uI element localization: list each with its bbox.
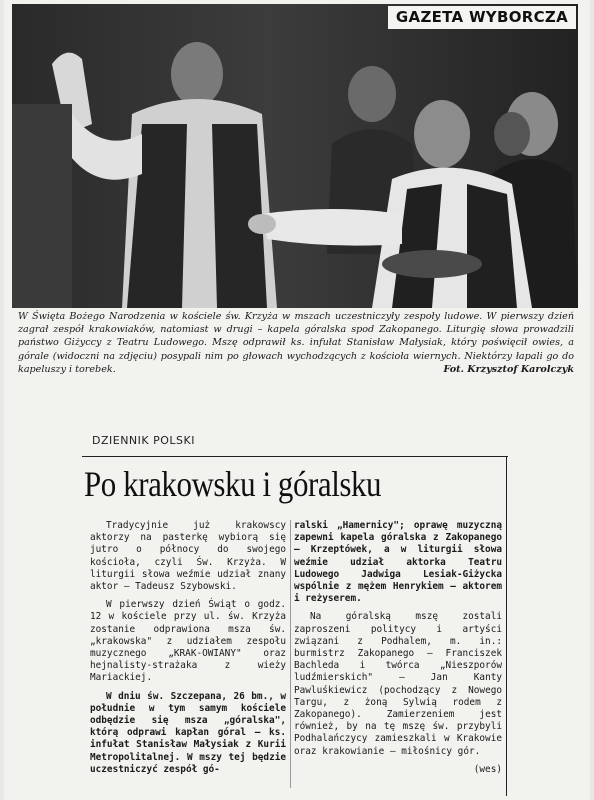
paragraph: ralski „Hamernicy"; oprawę muzyczną zapewni kapela góralska z Zakopanego — Krzeptówek, a w liturgii słowa weźmie udział aktorka Teatru Ludowego Jadwiga Lesiak-Giżycka wspólnie z mężem Henrykiem — aktorem i reżyserem. xyxy=(294,520,502,605)
author-signature: (wes) xyxy=(473,763,502,775)
article-column-1 xyxy=(90,520,286,782)
caption-text: W Święta Bożego Narodzenia w kościele św. Krzyża w mszach uczestniczyły zespoły ludowe. W pierwszy dzień zagrał zespół krakowiaków, natomiast w drugi – kapela góralska spod Zakopanego. Liturgię słowa prowadzili państwo Giżyccy z Teatru Ludowego. Mszę odprawił ks. infułat Stanisław Małysiak, który poświęcił owies, a górale (widoczni na zdjęciu) posypali nim po głowach wychodzących z kościoła wiernych. Niektórzy łapali go do kapeluszy i torebek. xyxy=(18,311,574,375)
top-rule xyxy=(82,456,508,457)
paragraph: W dniu św. Szczepana, 26 bm., w południe w tym samym kościele odbędzie się msza „góralska", którą odprawi kapłan góral — ks. infułat Stanisław Małysiak z Kurii Metropolitalnej. W mszy tej będzie uczestniczyć zespół gó- xyxy=(90,690,286,775)
source-label: DZIENNIK POLSKI xyxy=(92,434,195,447)
column-divider xyxy=(290,520,291,788)
article-clipping xyxy=(4,420,590,800)
paragraph: W pierwszy dzień Świąt o godz. 12 w kościele przy ul. św. Krzyża zostanie odprawiona msza św. „krakowska" z udziałem zespołu muzycznego „KRAK-OWIANY" oraz hejnalisty-strażaka z wieży Mariackiej. xyxy=(90,599,286,684)
article-headline: Po krakowsku i góralsku xyxy=(84,464,382,504)
paragraph: Tradycyjnie już krakowscy aktorzy na pasterkę wybiorą się jutro o północy do swojego kościoła, czyli Św. Krzyża. W liturgii słowa weźmie udział znany aktor — Tadeusz Szybowski. xyxy=(90,520,286,593)
newspaper-clippings xyxy=(4,0,590,800)
side-rule xyxy=(506,456,507,796)
photo-caption xyxy=(18,310,574,376)
article-column-2 xyxy=(294,520,502,782)
news-photo xyxy=(12,4,578,308)
paragraph: Na góralską mszę zostali zaproszeni politycy i artyści związani z Podhalem, m. in.: burmistrz Zakopanego — Franciszek Bachleda i twórca „Nieszporów ludźmierskich" — Jan Kanty Pawluśkiewicz (pochodzący z Nowego Targu, z żoną Sylwią rodem z Zakopanego). Zamierzeniem jest również, by na tę mszę św. przybyli Podhalańczycy zamieszkali w Krakowie oraz krakowianie — miłośnicy gór. xyxy=(294,611,502,757)
masthead: GAZETA WYBORCZA xyxy=(388,6,576,29)
photo-icon xyxy=(12,4,578,308)
photo-credit: Fot. Krzysztof Karolczyk xyxy=(443,364,574,376)
